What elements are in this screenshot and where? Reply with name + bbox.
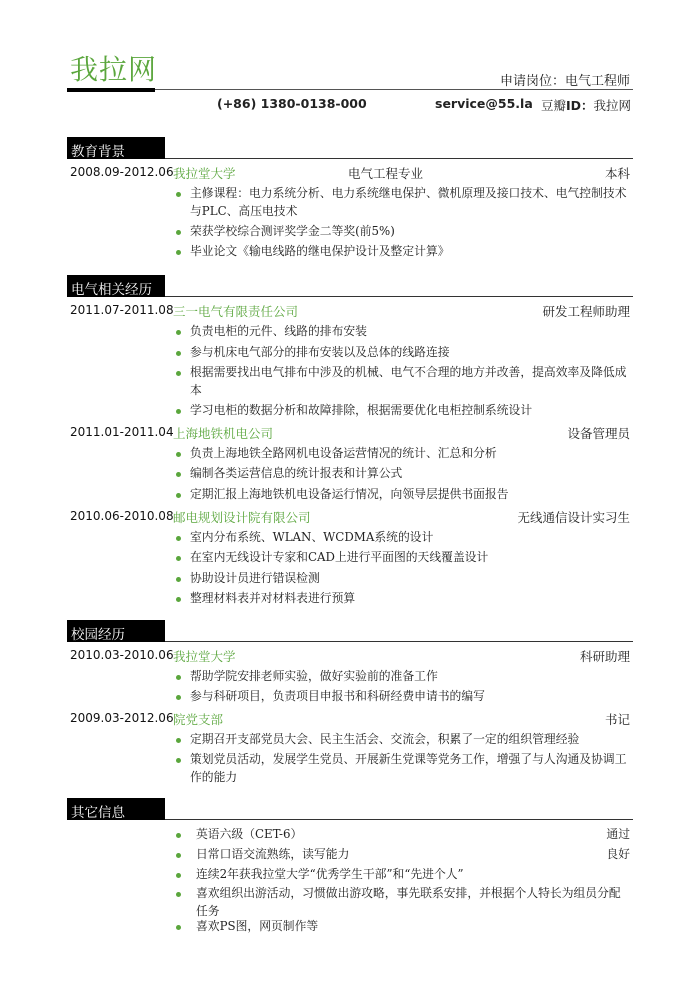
bullet-text: 学习电柜的数据分析和故障排除，根据需要优化电柜控制系统设计: [190, 403, 533, 417]
bullet-dot: [176, 577, 181, 582]
bullet-text: 定期召开支部党员大会、民主生活会、交流会，积累了一定的组织管理经验: [190, 732, 580, 746]
entry-date: 2008.09-2012.06: [70, 165, 174, 179]
bullet-dot: [176, 192, 181, 197]
section-header-other: [67, 798, 633, 820]
douban-label-b: ID：: [566, 98, 594, 113]
bullet-dot: [176, 892, 181, 897]
bullet-dot: [176, 371, 181, 376]
entry-date: 2010.03-2010.06: [70, 648, 174, 662]
section-rule: [165, 641, 633, 642]
entry-role: 科研助理: [579, 649, 630, 664]
bullet-dot: [176, 351, 181, 356]
entry-major: 电气工程专业: [348, 166, 424, 181]
douban-value: 我拉网: [593, 98, 632, 113]
bullet-text: 参与科研项目，负责项目申报书和科研经费申请书的编写: [190, 689, 485, 703]
entry-org: 三一电气有限责任公司: [173, 304, 299, 319]
applied-value: 电气工程师: [564, 74, 630, 89]
bullet-dot: [176, 925, 181, 930]
section-header-work: [67, 275, 633, 297]
entry-date: 2011.07-2011.08: [70, 303, 174, 317]
entry-org: 院党支部: [173, 712, 224, 727]
bullet-text: 协助设计员进行错误检测: [190, 571, 320, 585]
bullet-text: 室内分布系统、WLAN、WCDMA系统的设计: [190, 530, 434, 544]
entry-role: 书记: [604, 712, 630, 727]
bullet-text: 毕业论文《输电线路的继电保护设计及整定计算》: [190, 244, 450, 258]
bullet-dot: [176, 493, 181, 498]
other-text: 英语六级（CET-6）: [196, 827, 303, 841]
applied-position: [500, 70, 630, 89]
section-header-education: [67, 137, 633, 159]
bullet-dot: [176, 833, 181, 838]
contact-email: service@55.la: [435, 96, 533, 111]
bullet-text: 定期汇报上海地铁机电设备运行情况，向领导层提供书面报告: [190, 487, 509, 501]
section-rule: [165, 296, 633, 297]
bullet-dot: [176, 675, 181, 680]
bullet-dot: [176, 873, 181, 878]
bullet-dot: [176, 452, 181, 457]
entry-date: 2011.01-2011.04: [70, 425, 174, 439]
bullet-text: 根据需要找出电气排布中涉及的机械、电气不合理的地方并改善，提高效率及降低成本: [190, 365, 627, 397]
entry-school: 我拉堂大学: [173, 166, 236, 181]
entry-date: 2010.06-2010.08: [70, 509, 174, 523]
bullet-text: 整理材料表并对材料表进行预算: [190, 591, 356, 605]
bullet-dot: [176, 738, 181, 743]
douban-label-a: 豆瓣: [541, 98, 567, 113]
entry-role: 无线通信设计实习生: [517, 510, 630, 525]
section-header-campus: [67, 620, 633, 642]
other-text: 日常口语交流熟练，读写能力: [196, 847, 350, 861]
bullet-text: 负责电柜的元件、线路的排布安装: [190, 324, 367, 338]
other-text: 连续2年获我拉堂大学“优秀学生干部”和“先进个人”: [196, 867, 464, 881]
header-rule-thick: [67, 88, 155, 92]
bullet-dot: [176, 472, 181, 477]
bullet-text: 荣获学校综合测评奖学金二等奖(前5%): [190, 224, 395, 238]
contact-phone: (+86) 1380-0138-000: [217, 96, 367, 111]
entry-date: 2009.03-2012.06: [70, 711, 174, 725]
contact-douban: [541, 96, 631, 114]
bullet-text: 负责上海地铁全路网机电设备运营情况的统计、汇总和分析: [190, 446, 497, 460]
other-text: 喜欢PS图，网页制作等: [196, 919, 319, 933]
entry-role: 研发工程师助理: [542, 304, 630, 319]
entry-degree: 本科: [604, 166, 630, 181]
section-rule: [165, 158, 633, 159]
bullet-text: 帮助学院安排老师实验，做好实验前的准备工作: [190, 669, 438, 683]
bullet-dot: [176, 695, 181, 700]
bullet-dot: [176, 853, 181, 858]
header-rule-thin: [155, 89, 633, 90]
entry-role: 设备管理员: [567, 426, 630, 441]
brand-name: 我拉网: [70, 53, 158, 86]
bullet-text: 策划党员活动，发展学生党员、开展新生党课等党务工作，增强了与人沟通及协调工作的能力: [190, 752, 627, 784]
bullet-dot: [176, 758, 181, 763]
entry-org: 上海地铁机电公司: [173, 426, 274, 441]
section-title: 其它信息: [71, 805, 125, 821]
other-level: 良好: [606, 847, 630, 861]
other-text: 喜欢组织出游活动，习惯做出游攻略，事先联系安排，并根据个人特长为组员分配任务: [196, 886, 621, 918]
bullet-dot: [176, 556, 181, 561]
bullet-dot: [176, 536, 181, 541]
bullet-text: 参与机床电气部分的排布安装以及总体的线路连接: [190, 345, 450, 359]
bullet-text: 主修课程：电力系统分析、电力系统继电保护、微机原理及接口技术、电气控制技术与PLC、高压电技术: [190, 186, 627, 218]
other-level: 通过: [606, 827, 630, 841]
section-rule: [165, 819, 633, 820]
bullet-dot: [176, 230, 181, 235]
bullet-dot: [176, 597, 181, 602]
bullet-dot: [176, 409, 181, 414]
section-title: 校园经历: [71, 627, 125, 643]
entry-org: 邮电规划设计院有限公司: [173, 510, 311, 525]
bullet-text: 在室内无线设计专家和CAD上进行平面图的天线覆盖设计: [190, 550, 489, 564]
bullet-text: 编制各类运营信息的统计报表和计算公式: [190, 466, 403, 480]
bullet-dot: [176, 250, 181, 255]
entry-org: 我拉堂大学: [173, 649, 236, 664]
section-title: 电气相关经历: [71, 282, 152, 298]
section-title: 教育背景: [71, 144, 125, 160]
bullet-dot: [176, 330, 181, 335]
applied-label: 申请岗位：: [499, 74, 565, 89]
